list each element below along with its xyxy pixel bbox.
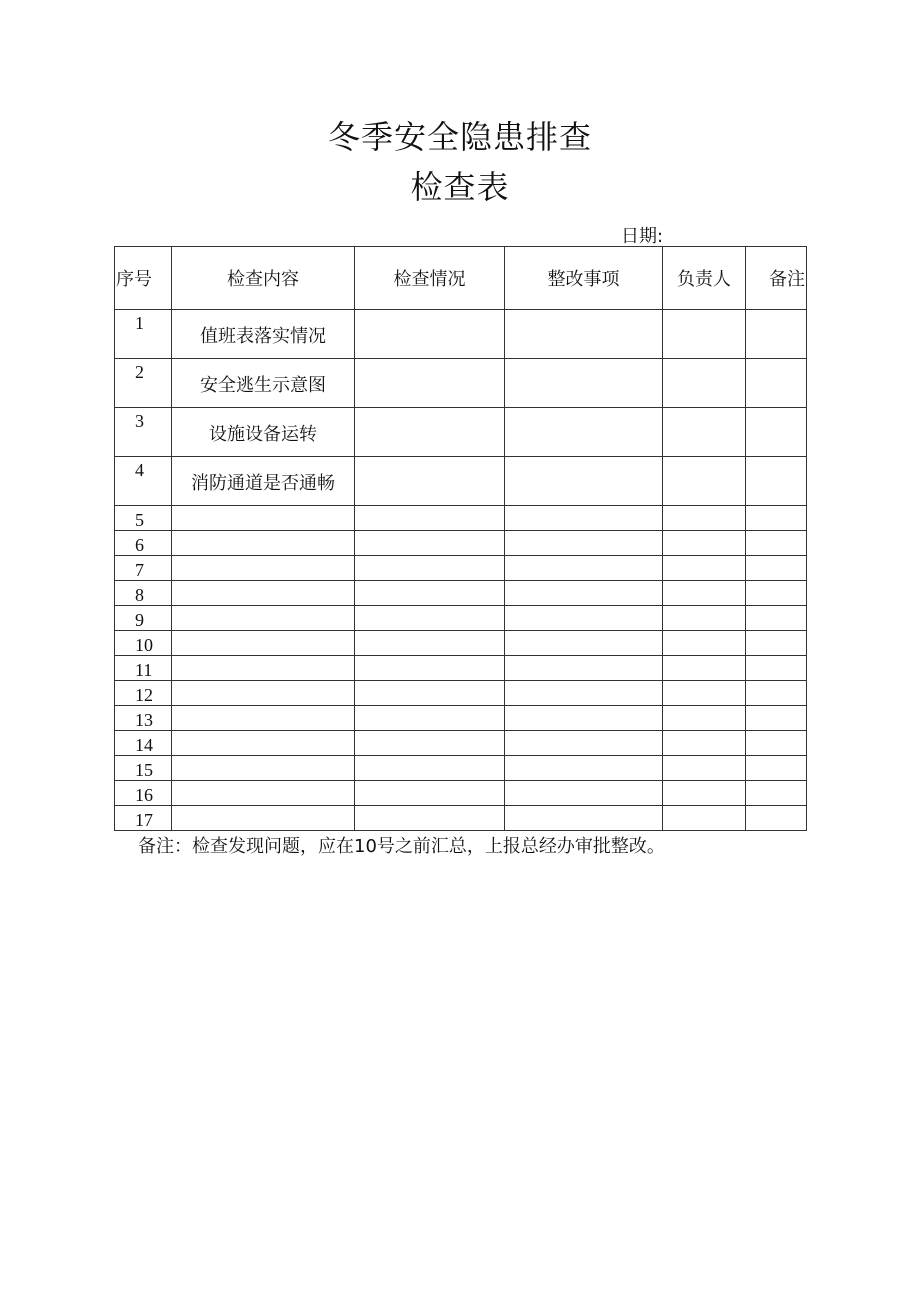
row-notes[interactable] <box>746 581 807 606</box>
row-seq: 16 <box>115 781 172 806</box>
row-rectify-item[interactable] <box>505 731 663 756</box>
row-notes[interactable] <box>746 706 807 731</box>
row-check-status[interactable] <box>355 781 505 806</box>
row-owner[interactable] <box>663 531 746 556</box>
table-row <box>115 556 807 581</box>
table-row <box>115 310 807 359</box>
row-check-content[interactable] <box>172 531 355 556</box>
document-title: 冬季安全隐患排查 <box>327 118 592 156</box>
header-rectify: 整改事项 <box>505 247 663 310</box>
footnote: 备注：检查发现问题，应在10号之前汇总，上报总经办审批整改。 <box>138 836 665 857</box>
table-row <box>115 706 807 731</box>
row-check-status[interactable] <box>355 656 505 681</box>
row-check-content[interactable]: 设施设备运转 <box>172 408 355 457</box>
row-seq: 9 <box>115 606 172 631</box>
row-rectify-item[interactable] <box>505 681 663 706</box>
table-row <box>115 408 807 457</box>
row-seq: 4 <box>115 457 172 506</box>
table-row <box>115 359 807 408</box>
row-check-status[interactable] <box>355 606 505 631</box>
date-label: 日期: <box>621 226 664 247</box>
row-check-content[interactable]: 值班表落实情况 <box>172 310 355 359</box>
row-rectify-item[interactable] <box>505 631 663 656</box>
row-check-status[interactable] <box>355 310 505 359</box>
row-owner[interactable] <box>663 606 746 631</box>
row-seq: 5 <box>115 506 172 531</box>
row-seq: 12 <box>115 681 172 706</box>
row-owner[interactable] <box>663 781 746 806</box>
header-status: 检查情况 <box>355 247 505 310</box>
row-owner[interactable] <box>663 506 746 531</box>
row-rectify-item[interactable] <box>505 706 663 731</box>
row-rectify-item[interactable] <box>505 531 663 556</box>
row-seq: 1 <box>115 310 172 359</box>
row-check-status[interactable] <box>355 706 505 731</box>
row-rectify-item[interactable] <box>505 781 663 806</box>
row-check-status[interactable] <box>355 457 505 506</box>
row-check-status[interactable] <box>355 556 505 581</box>
row-notes[interactable] <box>746 506 807 531</box>
row-notes[interactable] <box>746 681 807 706</box>
row-owner[interactable] <box>663 631 746 656</box>
table-row <box>115 457 807 506</box>
table-row <box>115 656 807 681</box>
row-notes[interactable] <box>746 606 807 631</box>
row-notes[interactable] <box>746 556 807 581</box>
row-owner[interactable] <box>663 581 746 606</box>
row-check-status[interactable] <box>355 756 505 781</box>
header-seq: 序号 <box>115 247 172 310</box>
table-row <box>115 681 807 706</box>
header-notes: 备注 <box>746 247 807 310</box>
row-check-status[interactable] <box>355 581 505 606</box>
row-owner[interactable] <box>663 457 746 506</box>
row-rectify-item[interactable] <box>505 457 663 506</box>
row-check-status[interactable] <box>355 681 505 706</box>
row-rectify-item[interactable] <box>505 606 663 631</box>
row-seq: 15 <box>115 756 172 781</box>
table-row <box>115 781 807 806</box>
inspection-table <box>114 246 807 831</box>
row-notes[interactable] <box>746 731 807 756</box>
header-owner: 负责人 <box>663 247 746 310</box>
row-rectify-item[interactable] <box>505 359 663 408</box>
header-content: 检查内容 <box>172 247 355 310</box>
row-owner[interactable] <box>663 556 746 581</box>
row-seq: 7 <box>115 556 172 581</box>
table-header-row <box>115 247 807 310</box>
row-seq: 2 <box>115 359 172 408</box>
row-owner[interactable] <box>663 681 746 706</box>
row-seq: 17 <box>115 806 172 831</box>
row-seq: 14 <box>115 731 172 756</box>
table-body <box>115 310 807 831</box>
row-owner[interactable] <box>663 756 746 781</box>
row-rectify-item[interactable] <box>505 408 663 457</box>
row-seq: 10 <box>115 631 172 656</box>
row-check-content[interactable] <box>172 681 355 706</box>
row-owner[interactable] <box>663 731 746 756</box>
row-owner[interactable] <box>663 359 746 408</box>
row-notes[interactable] <box>746 756 807 781</box>
row-rectify-item[interactable] <box>505 556 663 581</box>
row-owner[interactable] <box>663 408 746 457</box>
document-subtitle: 检查表 <box>410 168 510 206</box>
row-check-content[interactable] <box>172 756 355 781</box>
row-notes[interactable] <box>746 631 807 656</box>
row-notes[interactable] <box>746 656 807 681</box>
row-notes[interactable] <box>746 359 807 408</box>
row-check-status[interactable] <box>355 408 505 457</box>
row-owner[interactable] <box>663 706 746 731</box>
row-rectify-item[interactable] <box>505 656 663 681</box>
row-check-status[interactable] <box>355 806 505 831</box>
row-check-content[interactable]: 消防通道是否通畅 <box>172 457 355 506</box>
row-rectify-item[interactable] <box>505 756 663 781</box>
row-rectify-item[interactable] <box>505 581 663 606</box>
row-rectify-item[interactable] <box>505 806 663 831</box>
row-seq: 13 <box>115 706 172 731</box>
row-notes[interactable] <box>746 310 807 359</box>
row-check-content[interactable] <box>172 506 355 531</box>
row-check-status[interactable] <box>355 359 505 408</box>
table-row <box>115 531 807 556</box>
row-check-status[interactable] <box>355 631 505 656</box>
row-check-content[interactable] <box>172 731 355 756</box>
table-row <box>115 606 807 631</box>
row-notes[interactable] <box>746 408 807 457</box>
row-rectify-item[interactable] <box>505 310 663 359</box>
row-check-content[interactable]: 安全逃生示意图 <box>172 359 355 408</box>
row-seq: 8 <box>115 581 172 606</box>
row-check-status[interactable] <box>355 531 505 556</box>
row-notes[interactable] <box>746 806 807 831</box>
row-check-content[interactable] <box>172 606 355 631</box>
table-row <box>115 506 807 531</box>
row-notes[interactable] <box>746 781 807 806</box>
table-row <box>115 731 807 756</box>
row-check-content[interactable] <box>172 556 355 581</box>
row-check-status[interactable] <box>355 506 505 531</box>
row-check-content[interactable] <box>172 656 355 681</box>
row-notes[interactable] <box>746 531 807 556</box>
row-owner[interactable] <box>663 806 746 831</box>
table-row <box>115 631 807 656</box>
row-check-content[interactable] <box>172 706 355 731</box>
row-seq: 11 <box>115 656 172 681</box>
table-row <box>115 806 807 831</box>
row-rectify-item[interactable] <box>505 506 663 531</box>
row-seq: 3 <box>115 408 172 457</box>
row-owner[interactable] <box>663 656 746 681</box>
row-seq: 6 <box>115 531 172 556</box>
row-check-content[interactable] <box>172 781 355 806</box>
row-check-status[interactable] <box>355 731 505 756</box>
table-row <box>115 581 807 606</box>
row-notes[interactable] <box>746 457 807 506</box>
table-row <box>115 756 807 781</box>
row-check-content[interactable] <box>172 806 355 831</box>
row-check-content[interactable] <box>172 581 355 606</box>
row-check-content[interactable] <box>172 631 355 656</box>
row-owner[interactable] <box>663 310 746 359</box>
